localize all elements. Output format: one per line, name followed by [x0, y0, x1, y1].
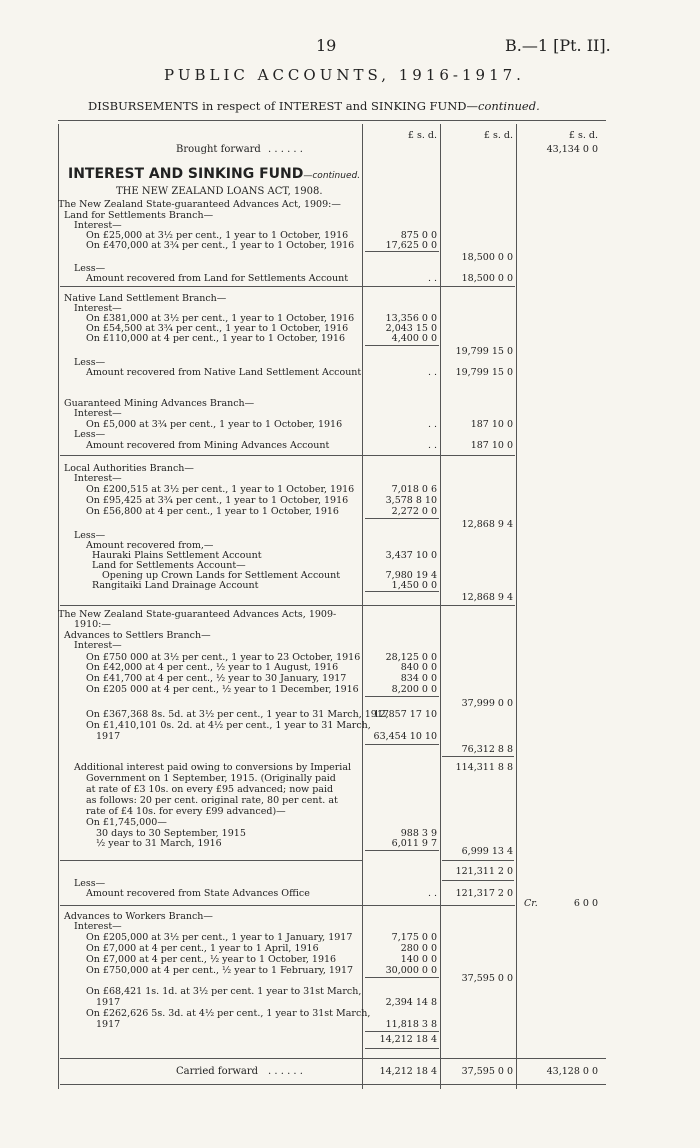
- atw-line-5-amount: 2,394 14 8: [385, 997, 437, 1008]
- additional-line-1: Additional interest paid owing to conversions by Imperial: [74, 762, 352, 773]
- gma-recovered: Amount recovered from Mining Advances Account: [86, 440, 330, 451]
- atw-line-2: On £7,000 at 4 per cent., 1 year to 1 April, 1916: [86, 943, 319, 954]
- additional-line-4: as follows: 20 per cent. original rate, 80 per cent. at: [86, 795, 338, 806]
- atw-line-2-amount: 280 0 0: [400, 943, 437, 954]
- atw-interest-label: Interest—: [74, 921, 122, 932]
- nls-recovered-dots: . .: [427, 367, 437, 378]
- nls-line-1-amount: 13,356 0 0: [385, 313, 437, 324]
- rule: [60, 860, 362, 861]
- ats-line-3: On £41,700 at 4 per cent., ½ year to 30 January, 1917: [86, 673, 347, 684]
- rule: [60, 905, 515, 906]
- ats-total: 76,312 8 8: [461, 744, 513, 755]
- ats-line-3-amount: 834 0 0: [400, 673, 437, 684]
- subact-heading: The New Zealand State-guaranteed Advances Act, 1909:—: [58, 199, 341, 210]
- ats-line-1: On £750 000 at 3½ per cent., 1 year to 23 October, 1916: [86, 652, 361, 663]
- rule: [60, 1058, 606, 1059]
- atw-line-3: On £7,000 at 4 per cent., ½ year to 1 October, 1916: [86, 954, 337, 965]
- act2-heading: The New Zealand State-guaranteed Advances Acts, 1909-: [58, 609, 337, 620]
- rule: [60, 455, 515, 456]
- gma-interest-label: Interest—: [74, 408, 122, 419]
- page-number: 19: [316, 36, 337, 55]
- la-total: 12,868 9 4: [461, 519, 513, 530]
- brought-forward-dots: . . . . . .: [268, 144, 303, 155]
- atw-subtotal: 37,595 0 0: [461, 973, 513, 984]
- additional-line-7-amount: 988 3 9: [400, 828, 437, 839]
- lfs-total: 18,500 0 0: [461, 252, 513, 263]
- gma-less-label: Less—: [74, 429, 106, 440]
- carried-forward-label: Carried forward: [176, 1066, 259, 1077]
- additional-line-6: On £1,745,000—: [86, 817, 167, 828]
- atw-line-6-amount: 11,818 3 8: [385, 1019, 437, 1030]
- column-header-2: £ s. d.: [483, 130, 513, 141]
- carried-forward-c3: 43,128 0 0: [546, 1066, 598, 1077]
- lfs-line-1-amount: 875 0 0: [400, 230, 437, 241]
- additional-total: 6,999 13 4: [461, 846, 513, 857]
- atw-line-1-amount: 7,175 0 0: [391, 932, 437, 943]
- nls-total: 19,799 15 0: [455, 346, 513, 357]
- lfs-line-2-amount: 17,625 0 0: [385, 240, 437, 251]
- rule: [365, 345, 439, 346]
- lfs-branch-label: Land for Settlements Branch—: [64, 210, 214, 221]
- additional-line-2: Government on 1 September, 1915. (Originally paid: [86, 773, 336, 784]
- brought-forward-amount: 43,134 0 0: [546, 144, 598, 155]
- lfs-line-1: On £25,000 at 3½ per cent., 1 year to 1 October, 1916: [86, 230, 349, 241]
- sao-recovered: Amount recovered from State Advances Office: [86, 888, 310, 899]
- ats-line-1-amount: 28,125 0 0: [385, 652, 437, 663]
- rule: [365, 850, 439, 851]
- atw-total: 14,212 18 4: [379, 1034, 437, 1045]
- lfs-interest-label: Interest—: [74, 220, 122, 231]
- la-less-label: Less—: [74, 530, 106, 541]
- gma-recovered-dots: . .: [427, 440, 437, 451]
- ats-line-6-amount: 63,454 10 10: [373, 731, 437, 742]
- la-opening-up-amount: 7,980 19 4: [385, 570, 437, 581]
- rule: [442, 880, 514, 881]
- credit-amount: 6 0 0: [573, 898, 598, 909]
- nls-line-3-amount: 4,400 0 0: [391, 333, 437, 344]
- la-rangitaiki-amount: 1,450 0 0: [391, 580, 437, 591]
- section-heading-continued: —continued.: [303, 171, 361, 181]
- la-line-2-amount: 3,578 8 10: [385, 495, 437, 506]
- ats-line-5-amount: 12,857 17 10: [373, 709, 437, 720]
- nls-recovered: Amount recovered from Native Land Settlement Account: [86, 367, 362, 378]
- subtitle-main: DISBURSEMENTS in respect of INTEREST and SINKING FUND: [88, 99, 467, 113]
- ats-branch-label: Advances to Settlers Branch—: [64, 630, 211, 641]
- column-rule-2: [440, 124, 441, 1089]
- column-rule-3: [516, 124, 517, 1089]
- page-subtitle: [88, 99, 540, 113]
- carried-forward-c2: 37,595 0 0: [461, 1066, 513, 1077]
- atw-line-3-amount: 140 0 0: [400, 954, 437, 965]
- la-rangitaiki: Rangitaiki Land Drainage Account: [92, 580, 259, 591]
- atw-branch-label: Advances to Workers Branch—: [64, 911, 213, 922]
- carried-forward-c1: 14,212 18 4: [379, 1066, 437, 1077]
- nls-line-1: On £381,000 at 3½ per cent., 1 year to 1 October, 1916: [86, 313, 355, 324]
- lfs-line-2: On £470,000 at 3¾ per cent., 1 year to 1 October, 1916: [86, 240, 355, 251]
- additional-line-7: 30 days to 30 September, 1915: [96, 828, 246, 839]
- ats-line-6-year: 1917: [96, 731, 121, 742]
- la-hauraki-amount: 3,437 10 0: [385, 550, 437, 561]
- nls-branch-label: Native Land Settlement Branch—: [64, 293, 227, 304]
- additional-line-3: at rate of £3 10s. on every £95 advanced; now paid: [86, 784, 334, 795]
- atw-line-1: On £205,000 at 3½ per cent., 1 year to 1 January, 1917: [86, 932, 353, 943]
- rule: [365, 1048, 439, 1049]
- carried-forward-dots: . . . . . .: [268, 1066, 303, 1077]
- subtitle-continued: —continued.: [466, 99, 540, 113]
- la-line-1: On £200,515 at 3½ per cent., 1 year to 1 October, 1916: [86, 484, 355, 495]
- additional-line-5: rate of £4 10s. for every £99 advanced)—: [86, 806, 286, 817]
- lfs-recovered-dots: . .: [427, 273, 437, 284]
- sum-amount: 121,311 2 0: [455, 866, 513, 877]
- gma-recovered-amount: 187 10 0: [470, 440, 513, 451]
- nls-line-3: On £110,000 at 4 per cent., 1 year to 1 October, 1916: [86, 333, 346, 344]
- section-heading: [68, 166, 360, 182]
- act2-heading-cont: 1910:—: [74, 619, 111, 630]
- rule: [60, 286, 515, 287]
- additional-c2-amount: 114,311 8 8: [455, 762, 513, 773]
- la-line-3-amount: 2,272 0 0: [391, 506, 437, 517]
- rule: [365, 977, 439, 978]
- la-branch-label: Local Authorities Branch—: [64, 463, 194, 474]
- ats-line-2-amount: 840 0 0: [400, 662, 437, 673]
- la-interest-label: Interest—: [74, 473, 122, 484]
- lfs-subtotal-rule: [365, 251, 439, 252]
- column-header-3: £ s. d.: [568, 130, 598, 141]
- table-top-rule: [58, 120, 606, 121]
- ats-line-5: On £367,368 8s. 5d. at 3½ per cent., 1 year to 31 March, 1917: [86, 709, 389, 720]
- nls-less-label: Less—: [74, 357, 106, 368]
- sao-recovered-dots: . .: [427, 888, 437, 899]
- rule: [365, 696, 439, 697]
- gma-branch-label: Guaranteed Mining Advances Branch—: [64, 398, 255, 409]
- la-line-3: On £56,800 at 4 per cent., 1 year to 1 October, 1916: [86, 506, 339, 517]
- rule: [365, 744, 439, 745]
- rule: [442, 756, 514, 757]
- document-reference: B.—1 [Pt. II].: [505, 36, 611, 55]
- atw-line-5-year: 1917: [96, 997, 121, 1008]
- nls-recovered-amount: 19,799 15 0: [455, 367, 513, 378]
- la-opening-up: Opening up Crown Lands for Settlement Account: [102, 570, 341, 581]
- lfs-recovered-amount: 18,500 0 0: [461, 273, 513, 284]
- ats-line-6: On £1,410,101 0s. 2d. at 4½ per cent., 1 year to 31 March,: [86, 720, 371, 731]
- additional-line-8: ½ year to 31 March, 1916: [96, 838, 222, 849]
- gma-line-1-amount: 187 10 0: [470, 419, 513, 430]
- sao-recovered-amount: 121,317 2 0: [455, 888, 513, 899]
- additional-line-8-amount: 6,011 9 7: [391, 838, 437, 849]
- ats-line-2: On £42,000 at 4 per cent., ½ year to 1 August, 1916: [86, 662, 339, 673]
- nls-line-2: On £54,500 at 3¾ per cent., 1 year to 1 October, 1916: [86, 323, 349, 334]
- sao-less-label: Less—: [74, 878, 106, 889]
- nls-line-2-amount: 2,043 15 0: [385, 323, 437, 334]
- atw-line-4: On £750,000 at 4 per cent., ½ year to 1 February, 1917: [86, 965, 354, 976]
- la-recovered-total: 12,868 9 4: [461, 592, 513, 603]
- la-lfs: Land for Settlements Account—: [92, 560, 246, 571]
- ats-line-4: On £205 000 at 4 per cent., ½ year to 1 December, 1916: [86, 684, 359, 695]
- la-line-1-amount: 7,018 0 6: [391, 484, 437, 495]
- column-rule-1: [362, 124, 363, 1089]
- atw-line-6-year: 1917: [96, 1019, 121, 1030]
- la-recovered-label: Amount recovered from,—: [86, 540, 214, 551]
- rule: [442, 860, 514, 861]
- ats-subtotal: 37,999 0 0: [461, 698, 513, 709]
- credit-label: Cr.: [524, 898, 538, 909]
- rule: [60, 605, 515, 606]
- rule: [365, 518, 439, 519]
- ats-line-4-amount: 8,200 0 0: [391, 684, 437, 695]
- rule: [365, 1031, 439, 1032]
- atw-line-6: On £262,626 5s. 3d. at 4½ per cent., 1 year to 31st March,: [86, 1008, 371, 1019]
- rule: [365, 591, 439, 592]
- rule: [60, 1084, 606, 1085]
- page-title: PUBLIC ACCOUNTS, 1916-1917.: [164, 66, 525, 84]
- act-heading: THE NEW ZEALAND LOANS ACT, 1908.: [116, 186, 323, 197]
- lfs-less-label: Less—: [74, 263, 106, 274]
- section-heading-text: INTEREST AND SINKING FUND: [68, 166, 304, 182]
- ats-interest-label: Interest—: [74, 640, 122, 651]
- la-hauraki: Hauraki Plains Settlement Account: [92, 550, 262, 561]
- left-margin-rule: [58, 124, 59, 1089]
- nls-interest-label: Interest—: [74, 303, 122, 314]
- lfs-recovered: Amount recovered from Land for Settlements Account: [86, 273, 349, 284]
- column-header-1: £ s. d.: [407, 130, 437, 141]
- gma-line-1-dots: . .: [427, 419, 437, 430]
- atw-line-4-amount: 30,000 0 0: [385, 965, 437, 976]
- brought-forward-label: Brought forward: [176, 144, 261, 155]
- atw-line-5: On £68,421 1s. 1d. at 3½ per cent. 1 year to 31st March,: [86, 986, 362, 997]
- gma-line-1: On £5,000 at 3¾ per cent., 1 year to 1 October, 1916: [86, 419, 343, 430]
- la-line-2: On £95,425 at 3¾ per cent., 1 year to 1 October, 1916: [86, 495, 349, 506]
